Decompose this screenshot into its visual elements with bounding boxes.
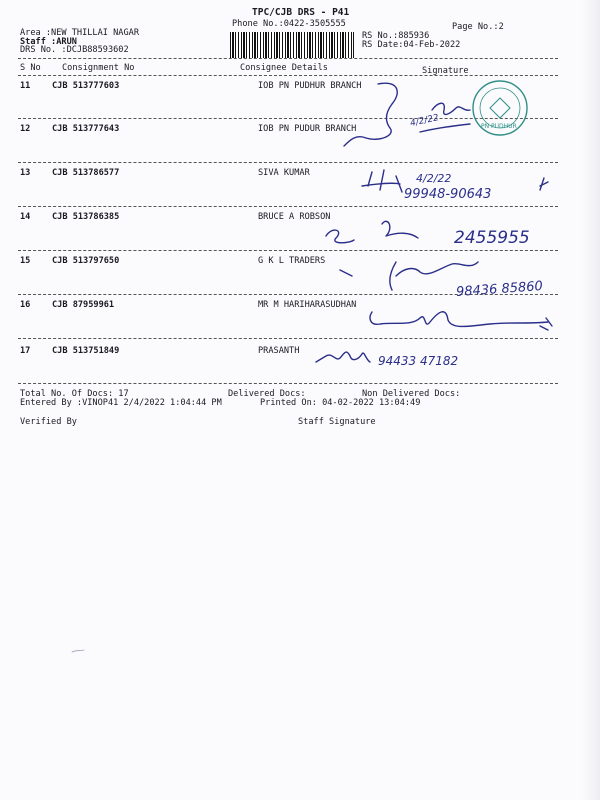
verified-by: Verified By (20, 417, 77, 427)
rs-number: RS No.:885936 (362, 31, 430, 41)
row-consignment: CJB 513786385 (52, 212, 120, 222)
row-consignee: G K L TRADERS (258, 256, 326, 266)
phone-number: Phone No.:0422-3505555 (232, 19, 346, 29)
col-consignee: Consignee Details (240, 63, 328, 73)
divider (18, 206, 558, 207)
divider (18, 383, 558, 384)
page-edge-shadow (582, 0, 600, 800)
row-consignment: CJB 513751849 (52, 346, 120, 356)
col-signature: Signature (422, 66, 469, 76)
row-sno: 14 (20, 212, 31, 222)
handwritten-phone-row15: 98436 85860 (455, 278, 544, 301)
row-consignment: CJB 513786577 (52, 168, 120, 178)
total-docs: Total No. Of Docs: 17 (20, 389, 129, 399)
delivered-docs: Delivered Docs: (228, 389, 306, 399)
page-number: Page No.:2 (452, 22, 504, 32)
divider (18, 118, 558, 119)
row-consignment: CJB 513797650 (52, 256, 120, 266)
signature-row13 (362, 170, 402, 192)
printed-on: Printed On: 04-02-2022 13:04:49 (260, 398, 421, 408)
col-consignment: Consignment No (62, 63, 135, 73)
row-sno: 17 (20, 346, 31, 356)
divider (18, 75, 558, 76)
row-consignee: IOB PN PUDUR BRANCH (258, 124, 357, 134)
signature-row17 (316, 352, 370, 362)
handwritten-date-row13: 4/2/22 (416, 172, 452, 185)
row-sno: 16 (20, 300, 31, 310)
entered-by: Entered By :VINOP41 2/4/2022 1:04:44 PM (20, 398, 222, 408)
barcode (230, 32, 354, 58)
document-title: TPC/CJB DRS - P41 (252, 7, 350, 18)
handwritten-date-row12: 4/2/22 (409, 113, 440, 129)
row-sno: 15 (20, 256, 31, 266)
stamp-label: PN PUDHUR (481, 123, 517, 130)
staff-signature-label: Staff Signature (298, 417, 376, 427)
handwritten-phone-row13: 99948-90643 (404, 187, 492, 202)
signature-row11 (344, 83, 397, 146)
row-consignee: SIVA KUMAR (258, 168, 310, 178)
row-consignment: CJB 513777603 (52, 81, 120, 91)
row-sno: 13 (20, 168, 31, 178)
drs-number: DRS No. :DCJB88593602 (20, 45, 129, 55)
row-consignee: MR M HARIHARASUDHAN (258, 300, 357, 310)
signature-row14 (326, 230, 354, 243)
row-consignee: BRUCE A ROBSON (258, 212, 331, 222)
divider (18, 162, 558, 163)
rs-date: RS Date:04-Feb-2022 (362, 40, 461, 50)
row-consignee: IOB PN PUDHUR BRANCH (258, 81, 362, 91)
row-sno: 11 (20, 81, 31, 91)
staff-label: Staff :ARUN (20, 37, 77, 47)
row-consignment: CJB 87959961 (52, 300, 115, 310)
area-label: Area :NEW THILLAI NAGAR (20, 28, 139, 38)
handwritten-phone-row17: 94433 47182 (378, 354, 459, 368)
divider (18, 58, 558, 59)
col-sno: S No (20, 63, 41, 73)
handwritten-number-row14: 2455955 (454, 228, 530, 248)
signature-row16 (370, 312, 548, 327)
non-delivered-docs: Non Delivered Docs: (362, 389, 461, 399)
divider (18, 338, 558, 339)
row-consignee: PRASANTH (258, 346, 300, 356)
row-sno: 12 (20, 124, 31, 134)
row-consignment: CJB 513777643 (52, 124, 120, 134)
divider (18, 250, 558, 251)
